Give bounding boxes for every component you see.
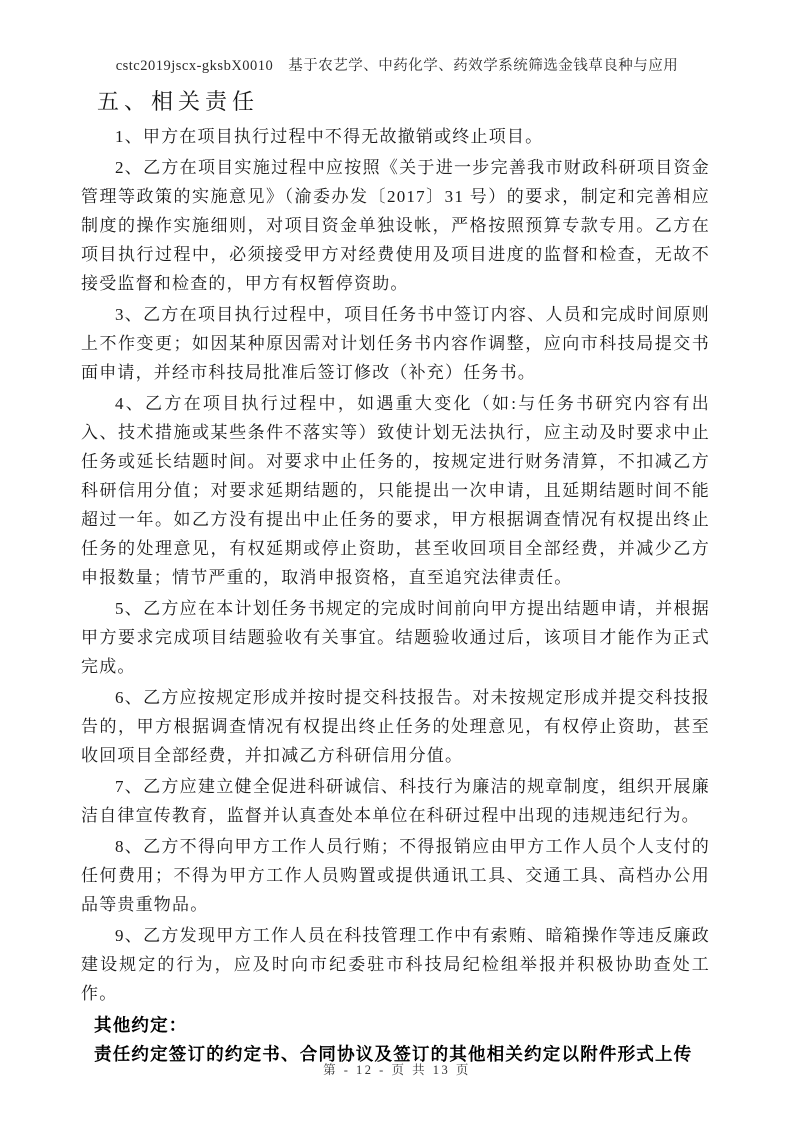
clause-paragraph: 8、乙方不得向甲方工作人员行贿；不得报销应由甲方工作人员个人支付的任何费用；不得为甲方工作人员购置或提供通讯工具、交通工具、高档办公用品等贵重物品。 <box>81 837 710 914</box>
clause-paragraph: 4、乙方在项目执行过程中，如遇重大变化（如:与任务书研究内容有出入、技术措施或某些条件不落实等）致使计划无法执行，应主动及时要求中止任务或延长结题时间。对要求中止任务的，按规定进行财务清算，不扣减乙方科研信用分值；对要求延期结题的，只能提出一次申请，且延期结题时间不能超过一年。如乙方没有提出中止任务的要求，甲方根据调查情况有权提出终止任务的处理意见，有权延期或停止资助，甚至收回项目全部经费，并减少乙方申报数量；情节严重的，取消申报资格，直至追究法律责任。 <box>81 394 710 587</box>
other-provisions-label: 其他约定： <box>94 1015 188 1035</box>
clause-paragraph: 5、乙方应在本计划任务书规定的完成时间前向甲方提出结题申请，并根据甲方要求完成项目结题验收有关事宜。结题验收通过后，该项目才能作为正式完成。 <box>81 599 710 676</box>
document-header: cstc2019jscx-gksbX0010 基于农艺学、中药化学、药效学系统筛选金钱草良种与应用 <box>115 58 679 74</box>
clause-list <box>0 122 794 1008</box>
clause-paragraph: 6、乙方应按规定形成并按时提交科技报告。对未按规定形成并提交科技报告的，甲方根据调查情况有权提出终止任务的处理意见，有权停止资助，甚至收回项目全部经费，并扣减乙方科研信用分值。 <box>81 688 710 765</box>
other-provisions-text: 责任约定签订的约定书、合同协议及签订的其他相关约定以附件形式上传 <box>94 1044 693 1064</box>
clause-paragraph: 1、甲方在项目执行过程中不得无故撤销或终止项目。 <box>115 127 544 146</box>
page-number-footer: 第 - 12 - 页 共 13 页 <box>323 1063 471 1077</box>
clause-paragraph: 7、乙方应建立健全促进科研诚信、科技行为廉洁的规章制度，组织开展廉洁自律宣传教育，监督并认真查处本单位在科研过程中出现的违规违纪行为。 <box>81 777 710 825</box>
section-title: 五、相关责任 <box>97 89 260 114</box>
clause-paragraph: 3、乙方在项目执行过程中，项目任务书中签订内容、人员和完成时间原则上不作变更；如因某种原因需对计划任务书内容作调整，应向市科技局提交书面申请，并经市科技局批准后签订修改（补充）任务书。 <box>81 305 710 382</box>
clause-paragraph: 9、乙方发现甲方工作人员在科技管理工作中有索贿、暗箱操作等违反廉政建设规定的行为，应及时向市纪委驻市科技局纪检组举报并积极协助查处工作。 <box>81 926 710 1003</box>
clause-paragraph: 2、乙方在项目实施过程中应按照《关于进一步完善我市财政科研项目资金管理等政策的实施意见》（渝委办发〔2017〕31 号）的要求，制定和完善相应制度的操作实施细则，对项目资金单独设帐，严格按照预算专款专用。乙方在项目执行过程中，必须接受甲方对经费使用及项目进度的监督和检查，无故不接受监督和检查的，甲方有权暂停资助。 <box>81 158 710 293</box>
